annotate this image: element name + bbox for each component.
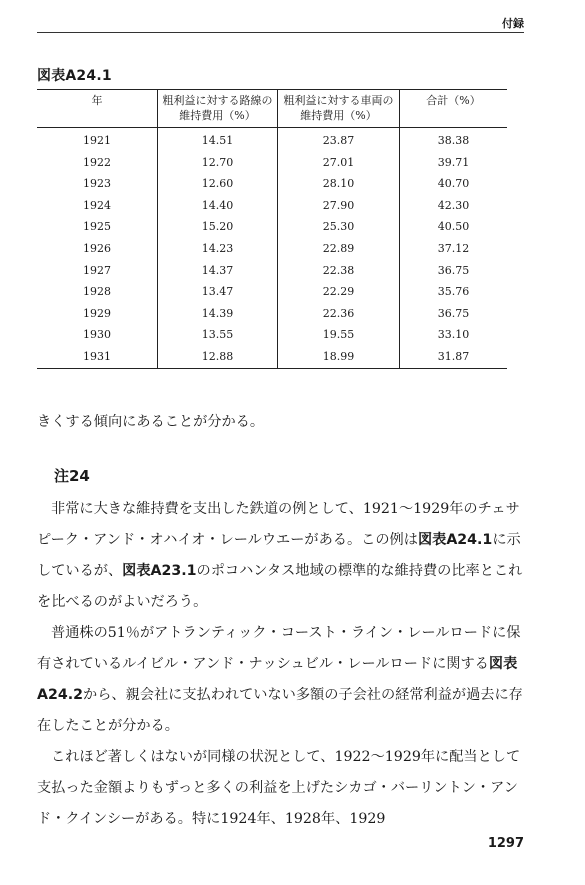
total-cell: 42.30 — [400, 195, 508, 217]
track-cell: 14.23 — [158, 238, 278, 260]
total-cell: 35.76 — [400, 281, 508, 303]
paragraph-text: 非常に大きな維持費を支出した鉄道の例として、1921～1929年のチェサピーク・アンド・オハイオ・レールウエーがある。この例は — [37, 501, 520, 548]
paragraph-text: 普通株の51％がアトランティック・コースト・ライン・レールロードに保有されているルイビル・アンド・ナッシュビル・レールロードに関する — [37, 625, 521, 672]
table-row — [37, 303, 507, 325]
table-row — [37, 238, 507, 260]
data-table — [37, 89, 507, 369]
continuation-paragraph — [37, 407, 529, 438]
year-cell: 1929 — [83, 306, 111, 320]
track-cell: 14.51 — [158, 128, 278, 152]
table-row — [37, 260, 507, 282]
table-row — [37, 173, 507, 195]
figure-reference: 図表A23.1 — [122, 563, 197, 579]
total-cell: 40.50 — [400, 216, 508, 238]
track-cell: 14.37 — [158, 260, 278, 282]
table-row — [37, 128, 507, 152]
total-cell: 38.38 — [400, 128, 508, 152]
equipment-cell: 27.01 — [278, 152, 400, 174]
track-cell: 15.20 — [158, 216, 278, 238]
paragraph-text: のポコハンタス地域の標準的な維持費の比率とこれを比べるのがよいだろう。 — [37, 563, 523, 610]
table-row — [37, 324, 507, 346]
equipment-cell: 22.29 — [278, 281, 400, 303]
year-cell: 1924 — [83, 198, 111, 212]
table-title: 図表A24.1 — [37, 68, 112, 84]
note-heading: 注24 — [54, 467, 90, 485]
equipment-cell: 25.30 — [278, 216, 400, 238]
equipment-cell: 22.36 — [278, 303, 400, 325]
total-cell: 40.70 — [400, 173, 508, 195]
equipment-cell: 22.38 — [278, 260, 400, 282]
note-body — [37, 494, 529, 835]
track-cell: 13.47 — [158, 281, 278, 303]
year-cell: 1928 — [83, 285, 111, 299]
equipment-cell: 28.10 — [278, 173, 400, 195]
total-cell: 36.75 — [400, 303, 508, 325]
paragraph-text: に示しているが、 — [37, 532, 521, 579]
year-cell: 1922 — [83, 155, 111, 169]
year-cell: 1926 — [83, 241, 111, 255]
section-tag: 付録 — [502, 17, 524, 30]
table-row — [37, 195, 507, 217]
track-cell: 14.39 — [158, 303, 278, 325]
equipment-cell: 22.89 — [278, 238, 400, 260]
note-paragraph — [37, 618, 529, 742]
table-row — [37, 281, 507, 303]
table-row — [37, 346, 507, 368]
page-number: 1297 — [487, 836, 524, 851]
equipment-cell: 18.99 — [278, 346, 400, 368]
equipment-cell: 19.55 — [278, 324, 400, 346]
continuation-text: きくする傾向にあることが分かる。 — [37, 414, 265, 430]
equipment-cell: 27.90 — [278, 195, 400, 217]
table-row — [37, 216, 507, 238]
track-cell: 12.60 — [158, 173, 278, 195]
total-cell: 39.71 — [400, 152, 508, 174]
year-cell: 1921 — [83, 134, 111, 147]
table-header-row — [37, 90, 507, 128]
track-cell: 12.88 — [158, 346, 278, 368]
total-cell: 31.87 — [400, 346, 508, 368]
column-header-year: 年 — [37, 90, 158, 128]
equipment-cell: 23.87 — [278, 128, 400, 152]
track-cell: 12.70 — [158, 152, 278, 174]
figure-reference: 図表A24.1 — [417, 532, 493, 548]
year-cell: 1923 — [83, 177, 111, 191]
running-header — [37, 14, 524, 33]
total-cell: 37.12 — [400, 238, 508, 260]
track-cell: 13.55 — [158, 324, 278, 346]
year-cell: 1931 — [37, 346, 158, 368]
year-cell: 1925 — [83, 220, 111, 234]
paragraph-text: から、親会社に支払われていない多額の子会社の経常利益が過去に存在したことが分かる。 — [37, 687, 523, 734]
year-cell: 1927 — [83, 263, 111, 277]
note-paragraph: これほど著しくはないが同様の状況として、1922～1929年に配当として支払った金額よりもずっと多くの利益を上げたシカゴ・バーリントン・アンド・クインシーがある。特に1924年、1928年、1929 — [37, 749, 521, 827]
column-header-total: 合計（%） — [400, 90, 508, 128]
column-header-equipment-maintenance: 粗利益に対する車両の維持費用（%） — [278, 90, 400, 128]
total-cell: 33.10 — [400, 324, 508, 346]
total-cell: 36.75 — [400, 260, 508, 282]
track-cell: 14.40 — [158, 195, 278, 217]
table-row — [37, 152, 507, 174]
year-cell: 1930 — [83, 328, 111, 342]
figure-reference: 図表A24.2 — [37, 656, 518, 703]
column-header-track-maintenance: 粗利益に対する路線の維持費用（%） — [158, 90, 278, 128]
note-paragraph — [37, 494, 529, 618]
